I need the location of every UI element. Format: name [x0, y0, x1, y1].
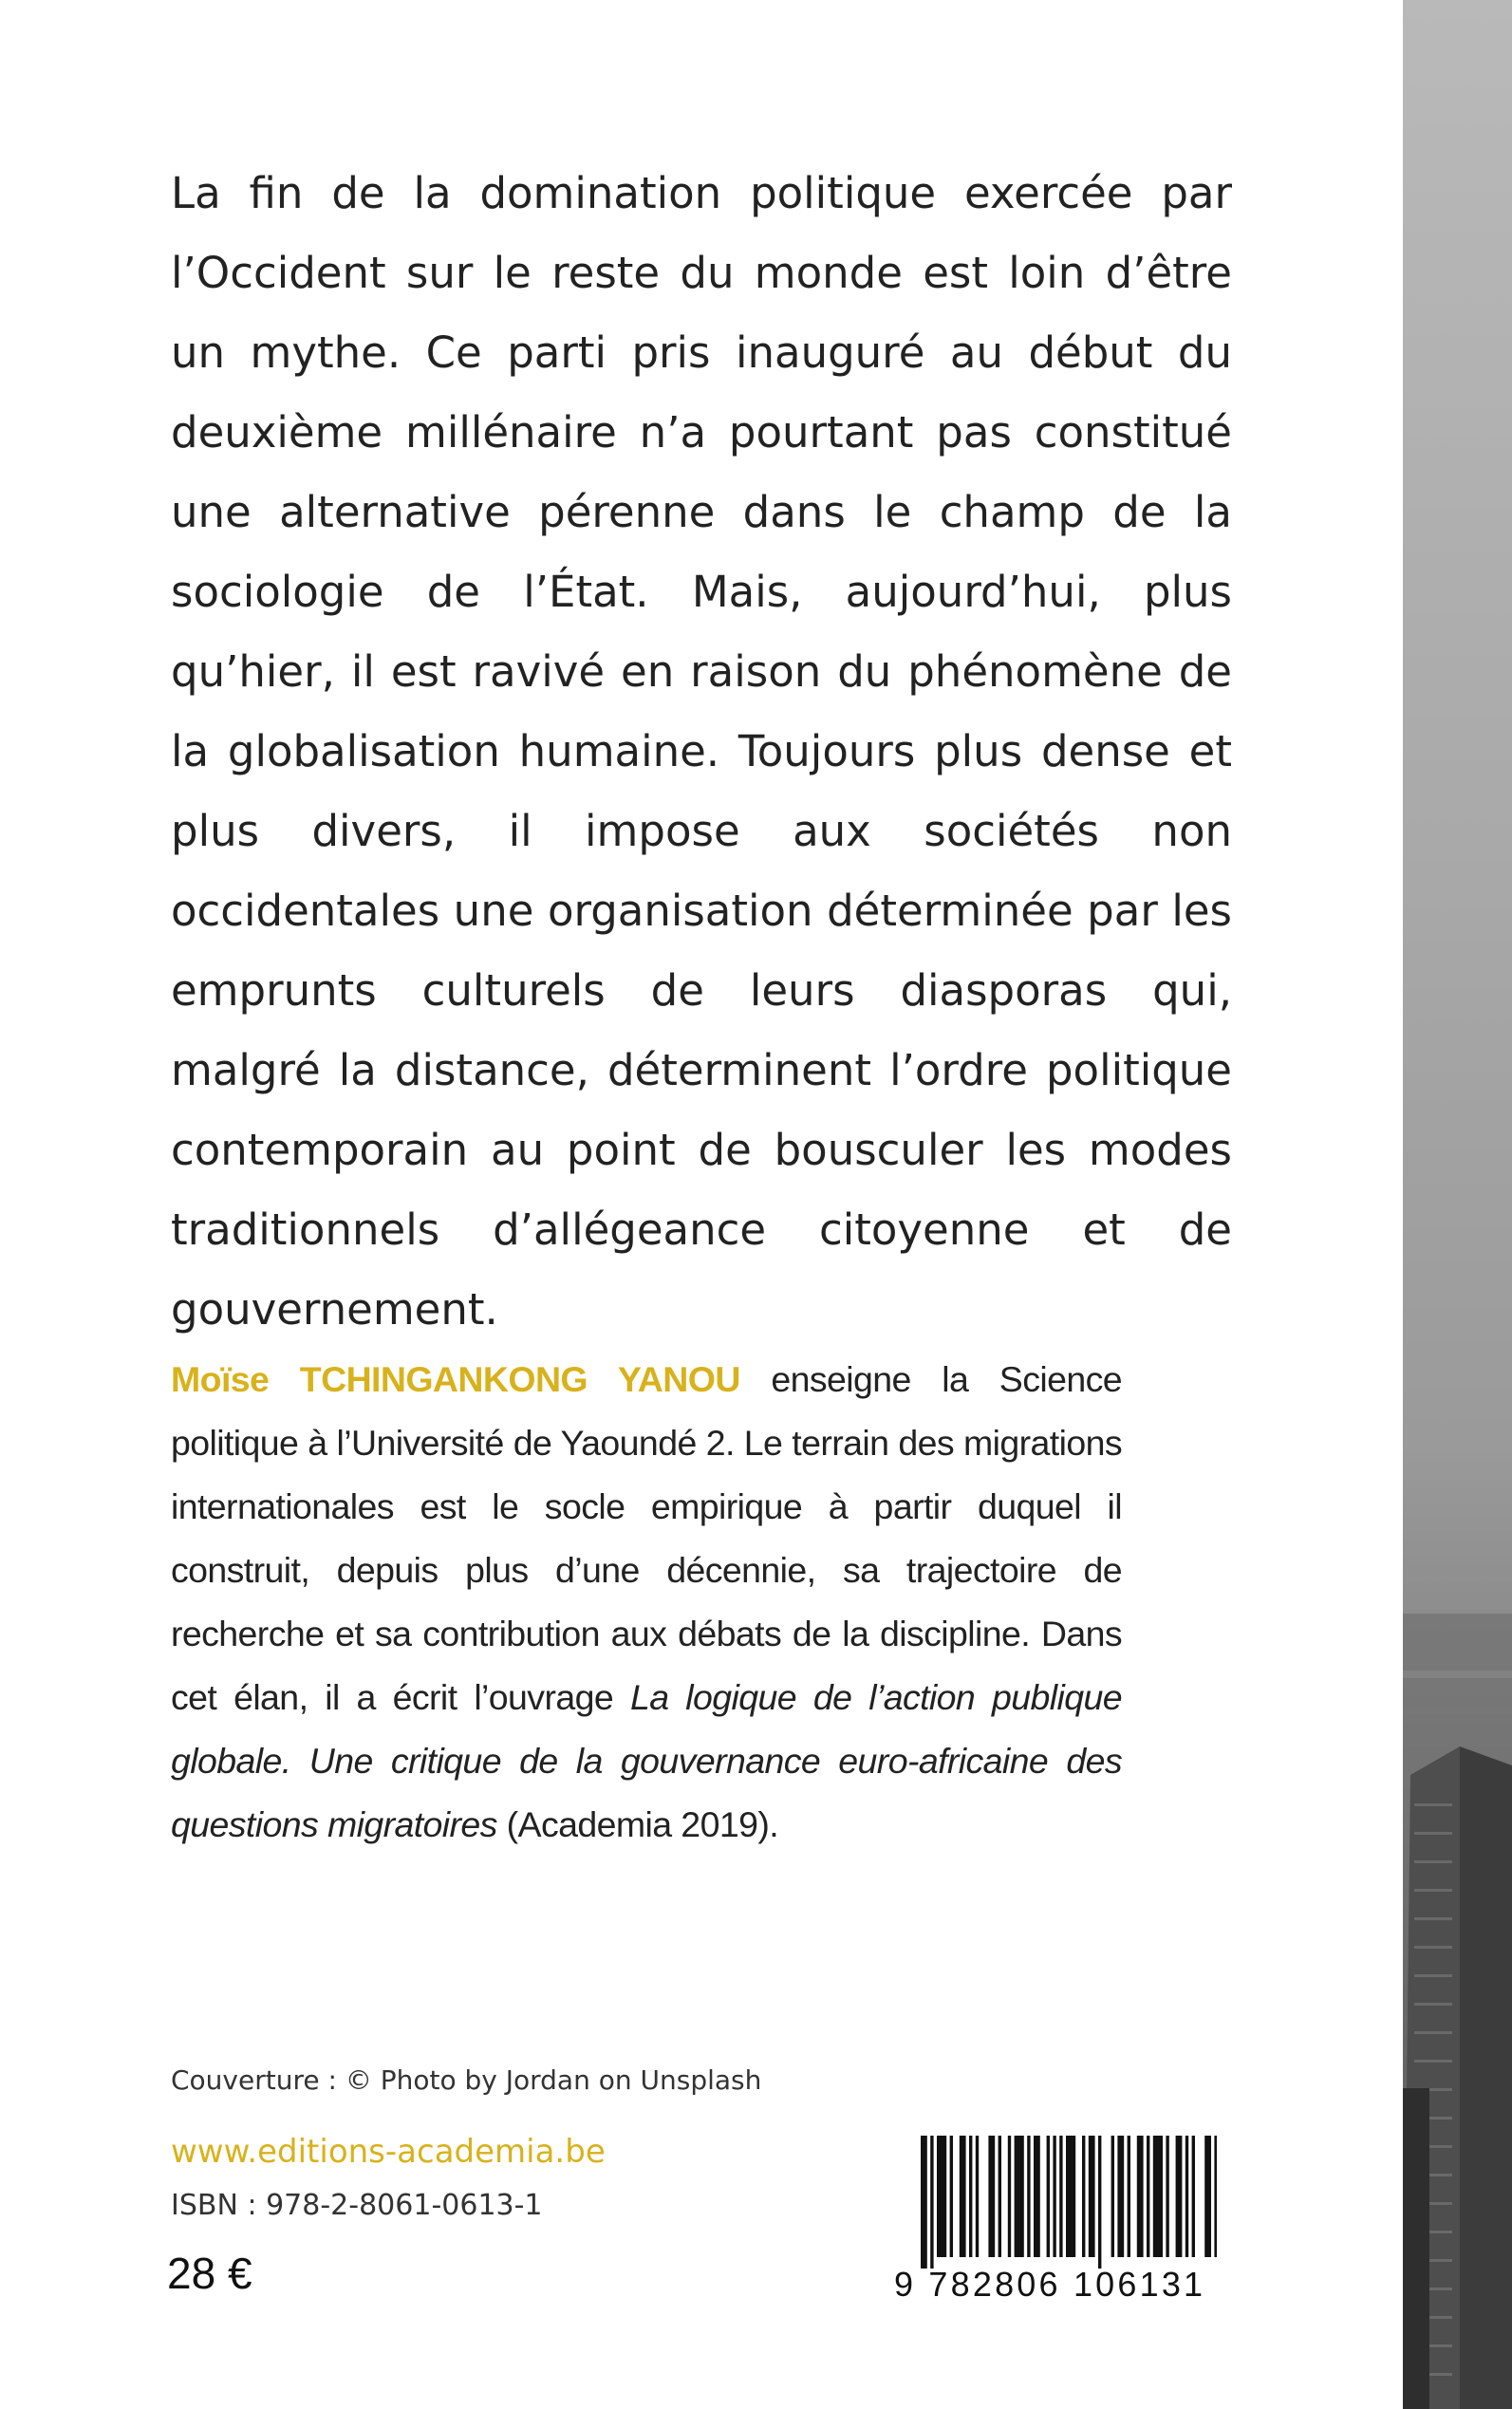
- barcode-bar: [1166, 2136, 1168, 2257]
- blurb-text: La fin de la domination politique exercée par l’Occident sur le reste du monde est loin d’être un mythe. Ce parti pris inauguré au début du deuxième millénaire n’a pourtant pas constitué une alternative pérenne dans le champ de la sociologie de l’État. Mais, aujourd’hui, plus qu’hier, il est ravivé en raison du phénomène de la globalisation humaine. Toujours plus dense et plus divers, il impose aux sociétés non occidentales une organisation déterminée par les emprunts culturels de leurs diasporas qui, malgré la distance, déterminent l’ordre politique contemporain au point de bousculer les modes traditionnels d’allégeance citoyenne et de gouvernement.: [171, 168, 1232, 1335]
- barcode-bar: [1098, 2136, 1101, 2269]
- barcode-bar: [999, 2136, 1001, 2257]
- barcode-bar: [1015, 2136, 1024, 2257]
- barcode-bar: [950, 2136, 953, 2257]
- bio-text-part-1: enseigne la Science politique à l’Université de Yaoundé 2. Le terrain des migrations internationales est le socle empirique à partir duquel il construit, depuis plus d’une décennie, sa trajectoire de recherche et sa contribution aux débats de la discipline. Dans cet élan, il a écrit l’ouvrage: [171, 1359, 1122, 1717]
- barcode-bar: [1027, 2136, 1030, 2257]
- barcode-bar: [976, 2136, 979, 2257]
- barcode-bar: [1192, 2136, 1195, 2257]
- barcode-bar: [1089, 2136, 1095, 2257]
- barcode-bar: [960, 2136, 966, 2257]
- barcode-bar: [1185, 2136, 1188, 2257]
- publisher-website-link[interactable]: www.editions-academia.be: [171, 2133, 606, 2171]
- bio-text-part-2: (Academia 2019).: [496, 1804, 779, 1844]
- barcode-bar: [1066, 2136, 1075, 2257]
- barcode-bar: [1176, 2136, 1183, 2257]
- barcode-bar: [921, 2136, 927, 2269]
- barcode-bar: [988, 2136, 995, 2257]
- book-title: La logique de l’action publique globale. Une critique de la gouvernance euro-africaine des questions migratoires: [171, 1677, 1122, 1844]
- barcode-bar: [1059, 2136, 1062, 2257]
- barcode-bar: [930, 2136, 933, 2269]
- isbn-text: ISBN : 978-2-8061-0613-1: [171, 2189, 543, 2222]
- barcode-bar: [1153, 2136, 1163, 2257]
- price-tag: 28 €: [167, 2249, 252, 2298]
- cityscape-image: [1403, 0, 1512, 2409]
- cover-credit: Couverture : © Photo by Jordan on Unsplash: [171, 2064, 762, 2096]
- barcode-bar: [1128, 2136, 1130, 2257]
- barcode: [894, 2136, 1217, 2305]
- barcode-bar: [1047, 2136, 1050, 2257]
- author-name: Moïse TCHINGANKONG YANOU: [171, 1359, 740, 1399]
- barcode-bar: [1082, 2136, 1085, 2257]
- barcode-bar: [1034, 2136, 1040, 2257]
- barcode-bar: [1111, 2136, 1114, 2257]
- barcode-digits: 9 782806 106131: [894, 2265, 1206, 2304]
- cover-photo-strip: [1403, 0, 1512, 2409]
- barcode-bar: [1053, 2136, 1055, 2257]
- barcode-bar: [1137, 2136, 1144, 2257]
- barcode-bar: [1117, 2136, 1124, 2257]
- barcode-bar: [969, 2136, 972, 2257]
- barcode-bars: [921, 2136, 1217, 2269]
- barcode-bar: [1008, 2136, 1011, 2257]
- barcode-bar: [937, 2136, 946, 2257]
- barcode-bar: [1214, 2136, 1217, 2257]
- author-bio: [171, 1348, 1122, 1857]
- barcode-bar: [1147, 2136, 1149, 2257]
- barcode-bar: [1204, 2136, 1211, 2257]
